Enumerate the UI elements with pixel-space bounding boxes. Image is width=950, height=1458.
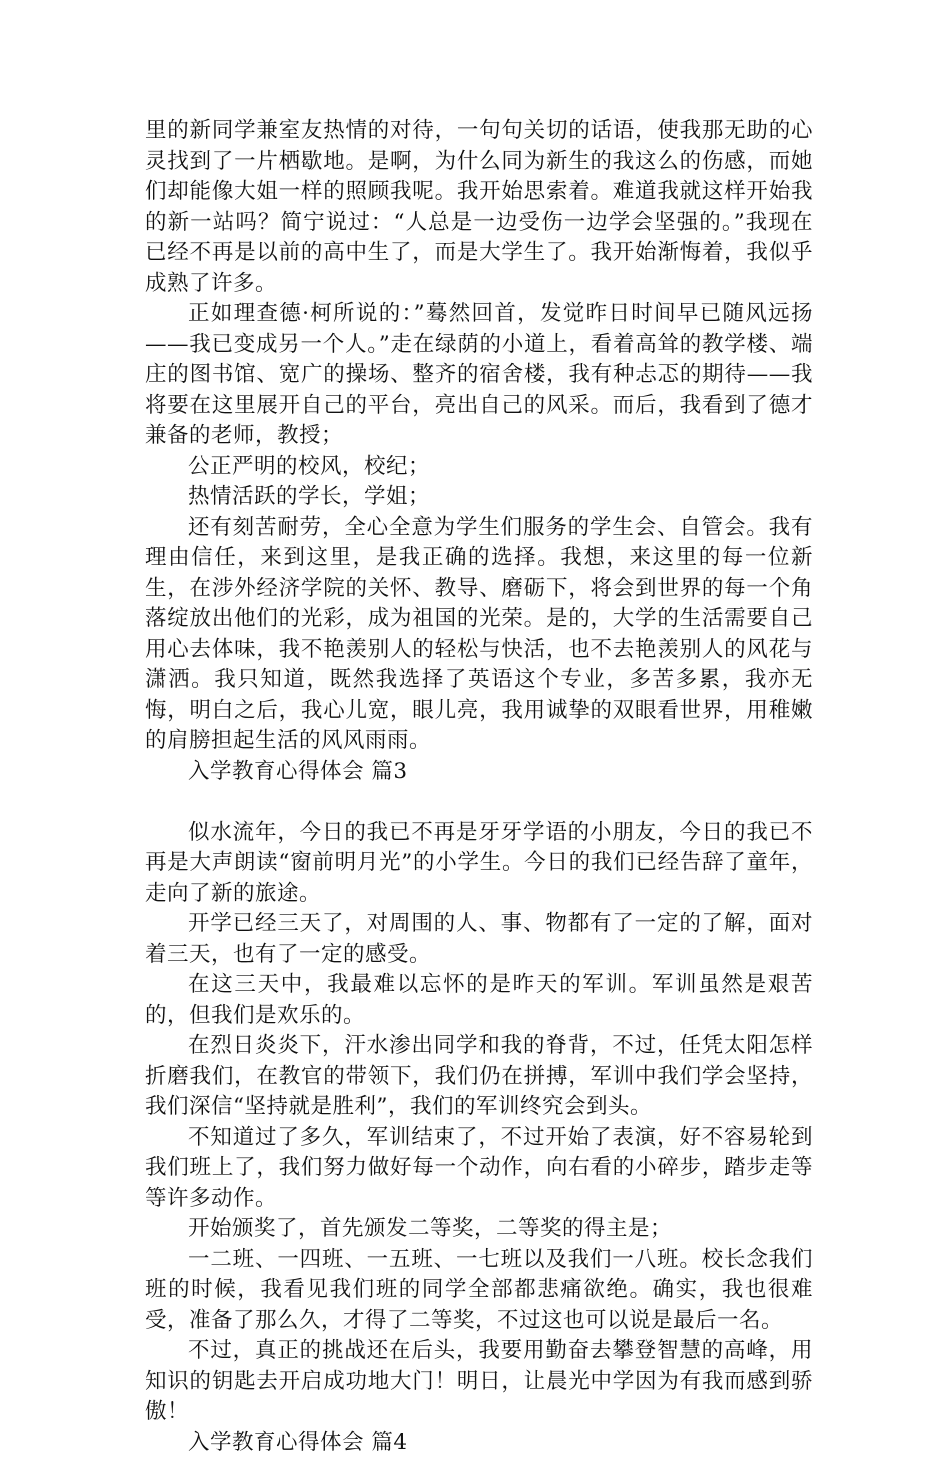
blank-line [145, 787, 813, 818]
paragraph-3: 公正严明的校风，校纪； [145, 452, 813, 483]
paragraph-4: 热情活跃的学长，学姐； [145, 482, 813, 513]
paragraph-6: 似水流年，今日的我已不再是牙牙学语的小朋友，今日的我已不再是大声朗读“窗前明月光”的小学生。今日的我们已经告辞了童年，走向了新的旅途。 [145, 818, 813, 910]
paragraph-12: 一二班、一四班、一五班、一七班以及我们一八班。校长念我们班的时候，我看见我们班的同学全部都悲痛欲绝。确实，我也很难受，准备了那么久，才得了二等奖，不过这也可以说是最后一名。 [145, 1245, 813, 1337]
paragraph-8: 在这三天中，我最难以忘怀的是昨天的军训。军训虽然是艰苦的，但我们是欢乐的。 [145, 970, 813, 1031]
paragraph-7: 开学已经三天了，对周围的人、事、物都有了一定的了解，面对着三天，也有了一定的感受。 [145, 909, 813, 970]
paragraph-5: 还有刻苦耐劳，全心全意为学生们服务的学生会、自管会。我有理由信任，来到这里，是我正确的选择。我想，来这里的每一位新生，在涉外经济学院的关怀、教导、磨砺下，将会到世界的每一个角落绽放出他们的光彩，成为祖国的光荣。是的，大学的生活需要自己用心去体味，我不艳羡别人的轻松与快活，也不去艳羡别人的风花与潇洒。我只知道，既然我选择了英语这个专业，多苦多累，我亦无悔，明白之后，我心儿宽，眼儿亮，我用诚挚的双眼看世界，用稚嫩的肩膀担起生活的风风雨雨。 [145, 513, 813, 757]
paragraph-1: 里的新同学兼室友热情的对待，一句句关切的话语，使我那无助的心灵找到了一片栖歇地。是啊，为什么同为新生的我这么的伤感，而她们却能像大姐一样的照顾我呢。我开始思索着。难道我就这样开始我的新一站吗？简宁说过：“人总是一边受伤一边学会坚强的。”我现在已经不再是以前的高中生了，而是大学生了。我开始渐悔着，我似乎成熟了许多。 [145, 116, 813, 299]
paragraph-2: 正如理查德·柯所说的：”蓦然回首，发觉昨日时间早已随风远扬——我已变成另一个人。”走在绿荫的小道上，看着高耸的教学楼、端庄的图书馆、宽广的操场、整齐的宿舍楼，我有种忐忑的期待——我将要在这里展开自己的平台，亮出自己的风采。而后，我看到了德才兼备的老师，教授； [145, 299, 813, 452]
section-heading-3: 入学教育心得体会 篇3 [145, 757, 813, 788]
paragraph-13: 不过，真正的挑战还在后头，我要用勤奋去攀登智慧的高峰，用知识的钥匙去开启成功地大门！明日，让晨光中学因为有我而感到骄傲！ [145, 1336, 813, 1428]
paragraph-10: 不知道过了多久，军训结束了，不过开始了表演，好不容易轮到我们班上了，我们努力做好每一个动作，向右看的小碎步，踏步走等等许多动作。 [145, 1123, 813, 1215]
paragraph-11: 开始颁奖了，首先颁发二等奖，二等奖的得主是； [145, 1214, 813, 1245]
section-heading-4: 入学教育心得体会 篇4 [145, 1428, 813, 1458]
document-body [145, 116, 813, 1458]
paragraph-9: 在烈日炎炎下，汗水渗出同学和我的脊背，不过，任凭太阳怎样折磨我们，在教官的带领下，我们仍在拼搏，军训中我们学会坚持，我们深信“坚持就是胜利”，我们的军训终究会到头。 [145, 1031, 813, 1123]
